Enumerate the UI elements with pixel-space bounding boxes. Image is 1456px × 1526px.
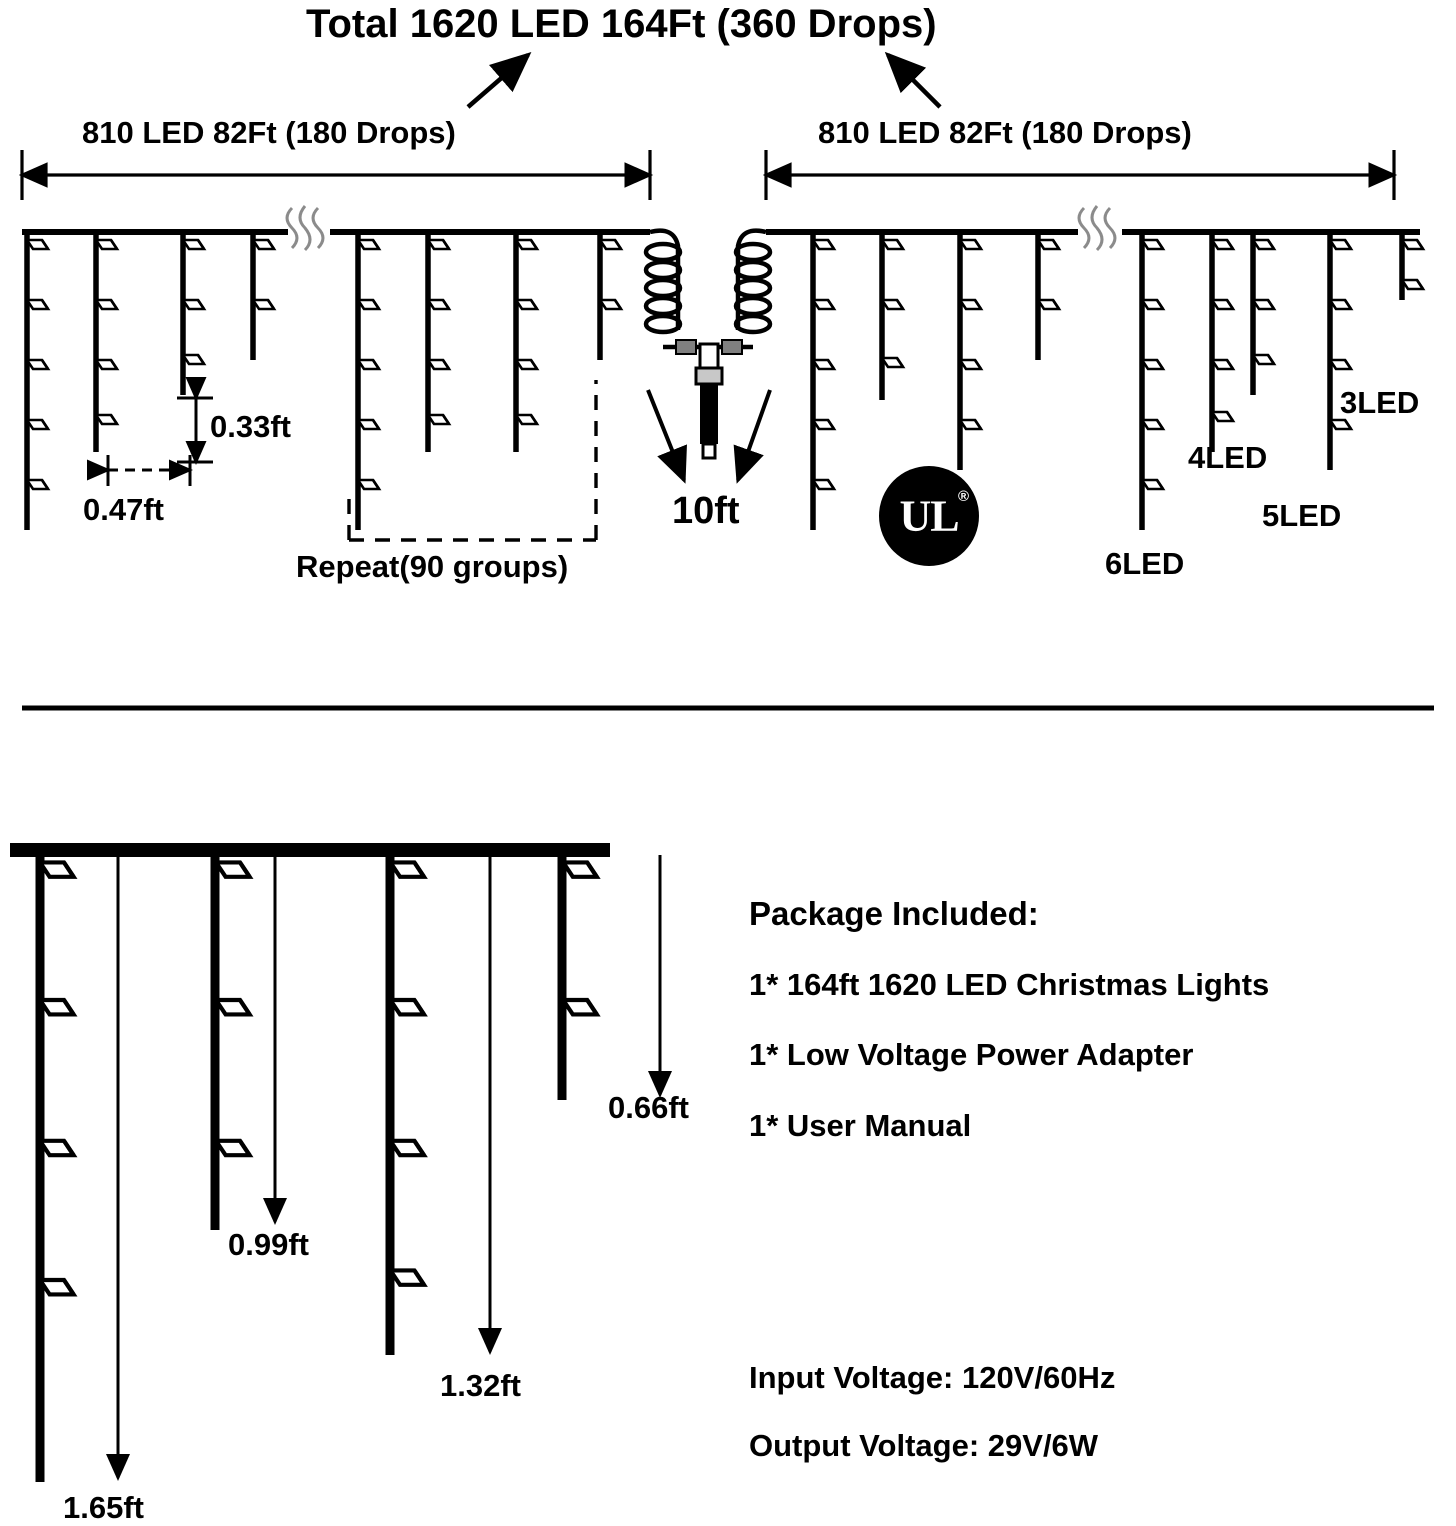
detail-bulbs [40, 862, 597, 1294]
package-item: 1* 164ft 1620 LED Christmas Lights [749, 967, 1270, 1002]
repeat-group-label: Repeat(90 groups) [296, 549, 569, 584]
wire-break-right [1079, 206, 1115, 250]
drop-length-4-label: 1.65ft [63, 1490, 144, 1525]
drop-length-1-label: 0.66ft [608, 1090, 689, 1125]
measure-horizontal [108, 455, 190, 486]
ul-certification-icon [879, 466, 979, 566]
wire-break-left [287, 206, 323, 250]
package-item: 1* User Manual [749, 1108, 972, 1143]
vertical-spacing-label: 0.33ft [210, 409, 291, 444]
package-included-heading: Package Included: [749, 895, 1039, 932]
title-arrows [468, 55, 940, 107]
drops-left [27, 232, 600, 530]
horizontal-spacing-label: 0.47ft [83, 492, 164, 527]
drop-length-2-label: 0.99ft [228, 1227, 309, 1262]
measure-vertical [177, 398, 213, 462]
bulbs-left [27, 240, 621, 489]
package-item: 1* Low Voltage Power Adapter [749, 1037, 1194, 1072]
registered-symbol: ® [957, 488, 969, 505]
span-arrow-right [766, 150, 1394, 200]
detail-main-wire [10, 843, 610, 857]
span-arrow-left [22, 150, 650, 200]
right-span-label: 810 LED 82Ft (180 Drops) [818, 115, 1192, 150]
led-count-3-label: 3LED [1340, 385, 1420, 420]
coiled-cord [646, 231, 770, 347]
led-count-6-label: 6LED [1105, 546, 1185, 581]
lead-wire-length-label: 10ft [672, 490, 740, 532]
power-adapter-plug [676, 340, 742, 458]
led-count-4-label: 4LED [1188, 440, 1268, 475]
page-title: Total 1620 LED 164Ft (360 Drops) [306, 2, 937, 46]
ul-mark-text: UL [899, 491, 959, 541]
led-count-5-label: 5LED [1262, 498, 1342, 533]
input-voltage-label: Input Voltage: 120V/60Hz [749, 1360, 1116, 1395]
left-span-label: 810 LED 82Ft (180 Drops) [82, 115, 456, 150]
drop-length-3-label: 1.32ft [440, 1368, 521, 1403]
repeat-group-box [349, 380, 596, 540]
output-voltage-label: Output Voltage: 29V/6W [749, 1428, 1099, 1463]
